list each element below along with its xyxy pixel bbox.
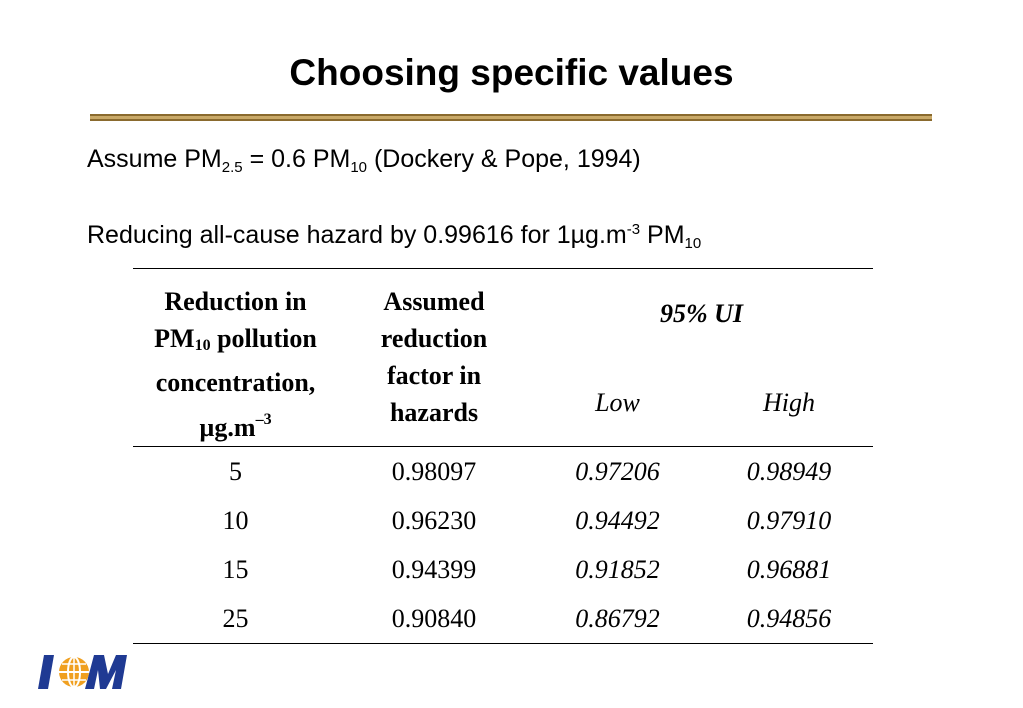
header-reduction-pollution: pollution — [210, 324, 317, 353]
header-reduction — [133, 269, 338, 447]
table-row — [133, 545, 873, 594]
cell-reduction: 5 — [229, 456, 242, 486]
globe-icon — [59, 657, 89, 687]
cell-high: 0.98949 — [746, 456, 832, 486]
cell-factor: 0.98097 — [391, 456, 477, 486]
cell-low: 0.97206 — [575, 456, 660, 486]
header-factor-line4: hazards — [389, 398, 479, 427]
header-low: Low — [595, 387, 640, 417]
hazard-sup: -3 — [626, 221, 641, 238]
header-reduction-line1: Reduction in — [164, 287, 307, 316]
cell-factor: 0.96230 — [391, 505, 477, 535]
assumption-prefix: Assume PM — [87, 145, 222, 173]
cell-low: 0.86792 — [530, 594, 705, 644]
assumption-line — [87, 145, 641, 176]
table-row — [133, 447, 873, 497]
cell-low: 0.91852 — [575, 554, 660, 584]
hazard-prefix: Reducing all-cause hazard by 0.99616 for 1µg.m — [87, 221, 627, 249]
cell-reduction: 15 — [222, 554, 249, 584]
title-divider — [90, 114, 932, 121]
hazard-table — [133, 268, 873, 644]
table-row — [133, 496, 873, 545]
iom-logo — [38, 652, 128, 692]
table-row — [133, 594, 873, 644]
logo-letter-i — [38, 655, 54, 689]
cell-factor: 0.94399 — [391, 554, 477, 584]
assumption-sub-pm25: 2.5 — [221, 159, 243, 176]
assumption-middle: = 0.6 PM — [242, 145, 351, 173]
cell-reduction: 25 — [133, 594, 338, 644]
header-reduction-sub: 10 — [194, 337, 211, 354]
header-factor-line2: reduction — [380, 324, 488, 353]
cell-high: 0.94856 — [705, 594, 873, 644]
header-ui: 95% UI — [659, 299, 744, 329]
table-header-row — [133, 269, 873, 360]
header-high: High — [763, 387, 815, 417]
header-reduction-line3: concentration, — [155, 368, 316, 397]
cell-reduction: 10 — [222, 505, 249, 535]
hazard-middle: PM — [640, 221, 685, 249]
cell-high: 0.96881 — [746, 554, 832, 584]
header-reduction-unit: µg.m — [199, 413, 256, 442]
cell-factor: 0.90840 — [338, 594, 530, 644]
header-factor — [338, 269, 530, 447]
header-factor-line3: factor in — [386, 361, 482, 390]
assumption-suffix: (Dockery & Pope, 1994) — [367, 145, 641, 173]
logo-letter-m — [85, 655, 127, 689]
hazard-sub: 10 — [684, 235, 702, 252]
cell-low: 0.94492 — [575, 505, 660, 535]
cell-high: 0.97910 — [746, 505, 832, 535]
hazard-line — [87, 221, 701, 252]
header-factor-line1: Assumed — [383, 287, 485, 316]
assumption-sub-pm10: 10 — [350, 159, 368, 176]
header-reduction-pm: PM — [154, 324, 195, 353]
slide-title: Choosing specific values — [289, 52, 734, 93]
header-reduction-sup: –3 — [255, 411, 272, 428]
